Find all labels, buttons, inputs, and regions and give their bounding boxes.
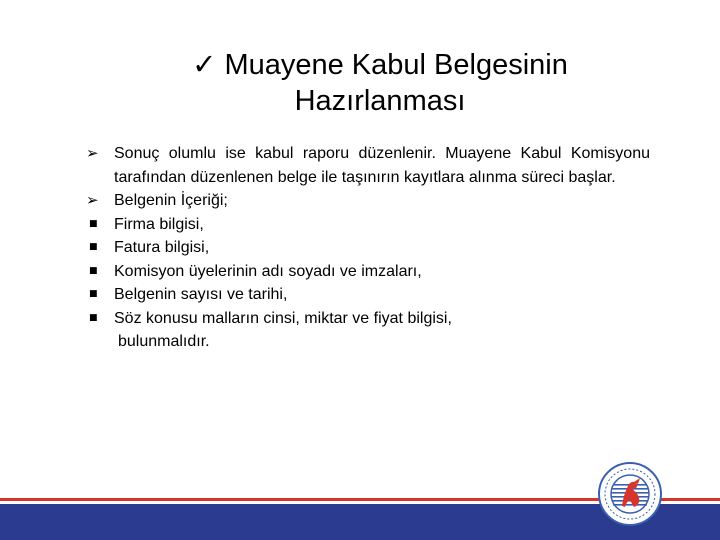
list-item	[86, 213, 650, 237]
list-item	[86, 189, 650, 213]
square-bullet-icon: ■	[89, 265, 98, 276]
arrow-bullet-icon: ➢	[86, 191, 99, 209]
arrow-bullet-icon: ➢	[86, 144, 99, 162]
list-item-text: Fatura bilgisi,	[114, 239, 210, 256]
square-bullet-icon: ■	[89, 312, 98, 323]
list-item-text: Belgenin İçeriği;	[114, 192, 228, 209]
square-bullet-icon: ■	[89, 218, 98, 229]
square-bullet-icon: ■	[89, 242, 98, 252]
university-seal-icon	[598, 462, 662, 526]
list-item	[86, 236, 650, 260]
list-item	[86, 142, 650, 189]
list-item	[86, 260, 650, 284]
checkmark-icon: ✓	[192, 47, 217, 81]
bullet-list	[86, 142, 650, 354]
list-item	[86, 283, 650, 307]
list-item-text: Komisyon üyelerinin adı soyadı ve imzaları,	[114, 262, 422, 280]
title-line-2: Hazırlanması	[294, 85, 466, 117]
list-continuation-text: bulunmalıdır.	[118, 333, 210, 350]
list-item-text: Firma bilgisi,	[114, 215, 204, 233]
list-item-text: Söz konusu malların cinsi, miktar ve fiyat bilgisi,	[114, 309, 452, 327]
title-line-1: Muayene Kabul Belgesinin	[224, 49, 568, 81]
list-item	[86, 307, 650, 331]
list-item-text: Sonuç olumlu ise kabul raporu düzenlenir. Muayene Kabul Komisyonu tarafından düzenlenen belge ile taşınırın kayıtlara alınma süreci başlar.	[114, 145, 650, 186]
square-bullet-icon: ■	[89, 289, 98, 299]
list-item-text: Belgenin sayısı ve tarihi,	[114, 286, 288, 303]
slide-title	[120, 46, 640, 119]
